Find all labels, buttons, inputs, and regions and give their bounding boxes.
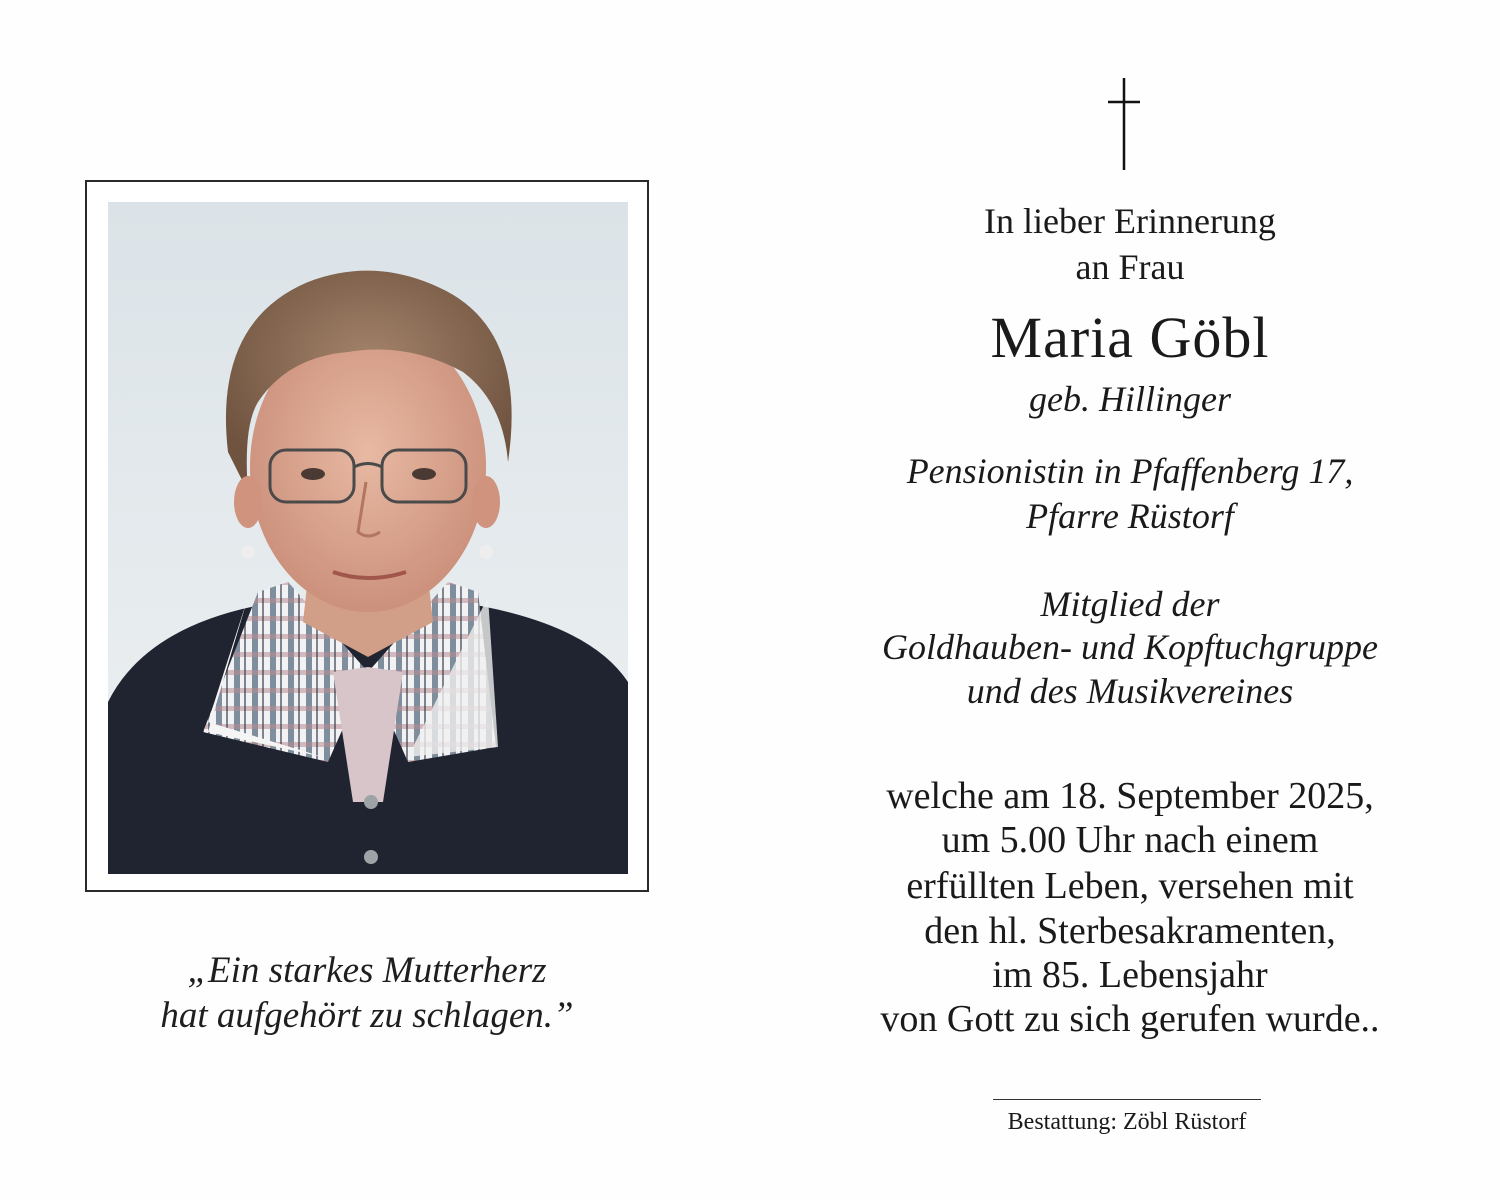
membership-line-2: Goldhauben- und Kopftuchgruppe bbox=[882, 627, 1378, 667]
quote-line-2: hat aufgehört zu schlagen.” bbox=[160, 995, 574, 1036]
death-line-2: um 5.00 Uhr nach einem bbox=[941, 819, 1319, 861]
quote-line-1: „Ein starkes Mutterherz bbox=[187, 950, 547, 991]
portrait-illustration bbox=[108, 202, 628, 874]
photo-frame bbox=[85, 180, 649, 892]
maiden-name: geb. Hillinger bbox=[1029, 379, 1231, 419]
membership-line-3: und des Musikvereines bbox=[966, 671, 1294, 711]
deceased-name: Maria Göbl bbox=[990, 305, 1270, 370]
death-line-6: von Gott zu sich gerufen wurde.. bbox=[880, 998, 1380, 1040]
divider bbox=[993, 1099, 1261, 1100]
membership-line-1: Mitglied der bbox=[1040, 584, 1220, 624]
undertaker-credit: Bestattung: Zöbl Rüstorf bbox=[1007, 1109, 1247, 1135]
occupation-line-1: Pensionistin in Pfaffenberg 17, bbox=[906, 451, 1354, 491]
memorial-quote bbox=[85, 948, 649, 1038]
death-line-1: welche am 18. September 2025, bbox=[886, 775, 1374, 817]
death-line-4: den hl. Sterbesakramenten, bbox=[924, 910, 1336, 952]
death-line-5: im 85. Lebensjahr bbox=[992, 954, 1268, 996]
intro-line-2: an Frau bbox=[1075, 247, 1185, 287]
cross-icon bbox=[1102, 78, 1146, 170]
intro-line-1: In lieber Erinnerung bbox=[984, 201, 1276, 241]
occupation-line-2: Pfarre Rüstorf bbox=[1026, 496, 1234, 536]
death-line-3: erfüllten Leben, versehen mit bbox=[906, 865, 1354, 907]
portrait-photo bbox=[108, 202, 628, 874]
